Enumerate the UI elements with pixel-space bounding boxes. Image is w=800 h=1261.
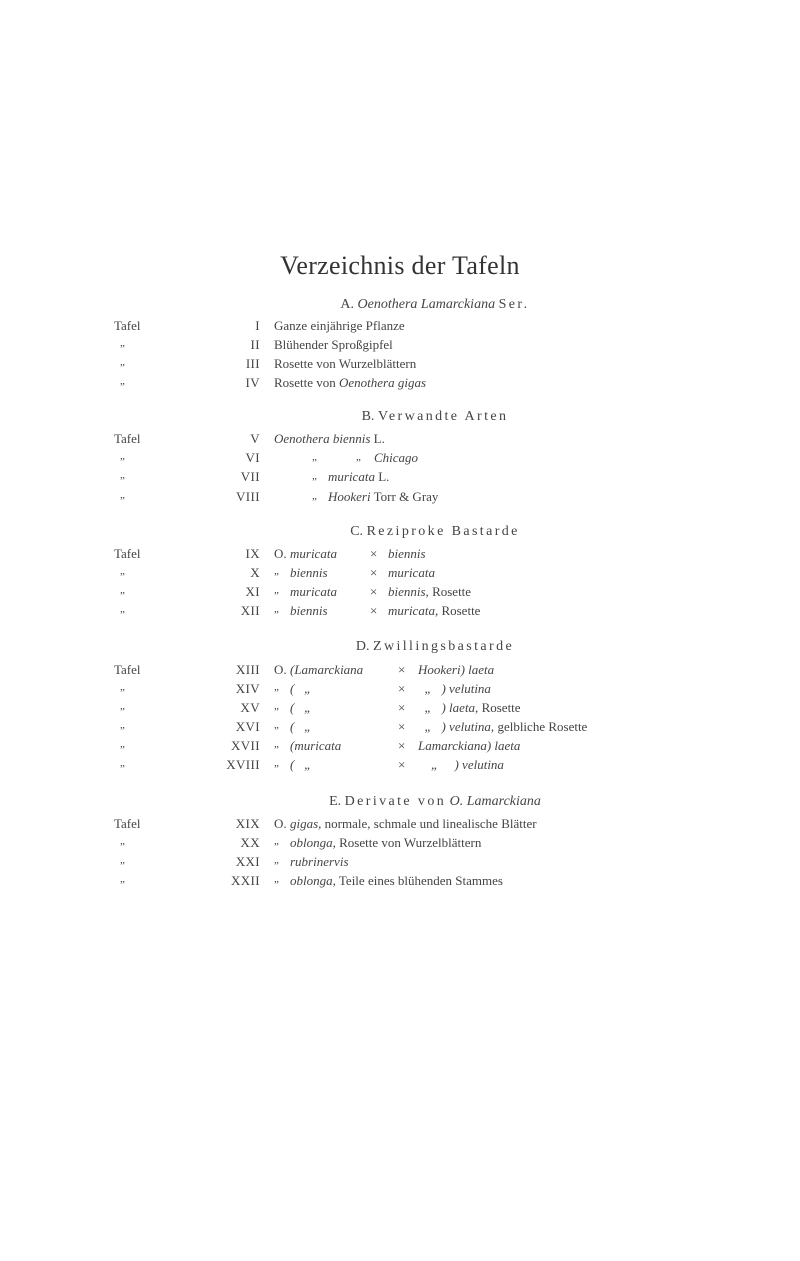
derivative-name: rubrinervis xyxy=(290,854,349,869)
ditto-mark: „ xyxy=(274,700,279,712)
cross-parent-b xyxy=(418,681,491,697)
plate-number: X xyxy=(250,565,260,580)
plate-label: „ xyxy=(120,489,125,501)
plate-description xyxy=(290,816,537,832)
plate-label: Tafel xyxy=(114,431,141,446)
section-title: Derivate von xyxy=(344,794,447,809)
ditto-mark: „ xyxy=(274,854,279,866)
plate-description: Rosette von Wurzelblättern xyxy=(274,356,417,371)
plate-number: XII xyxy=(240,603,260,618)
cross-parent-a: ( „ xyxy=(290,719,312,734)
plate-number: V xyxy=(250,431,260,446)
plate-row xyxy=(0,681,800,699)
plate-description xyxy=(290,873,503,889)
plate-label: „ xyxy=(120,719,125,731)
parent-name: Lamarckiana) laeta xyxy=(418,738,521,753)
plate-label: „ xyxy=(120,854,125,866)
species-name: Chicago xyxy=(374,450,419,465)
plate-row xyxy=(0,835,800,853)
section-title: Zwillingsbastarde xyxy=(373,639,515,654)
parent-name: biennis xyxy=(388,546,426,561)
genus-abbrev: O. xyxy=(274,662,287,677)
plate-number: III xyxy=(245,356,260,371)
parent-name: „ ) velutina, xyxy=(418,719,495,734)
genus-abbrev: O. xyxy=(274,546,287,561)
plate-number: XIX xyxy=(235,816,260,831)
cross-symbol: × xyxy=(398,681,406,696)
cross-parent-a: ( „ xyxy=(290,700,312,715)
parent-name: muricata, xyxy=(388,603,439,618)
cross-symbol: × xyxy=(398,757,406,772)
derivative-name: gigas, xyxy=(290,816,322,831)
plate-label: „ xyxy=(120,375,125,387)
plate-label: „ xyxy=(120,584,125,596)
section-author: Ser. xyxy=(498,297,530,312)
cross-parent-a: muricata xyxy=(290,546,337,561)
plate-label: „ xyxy=(120,873,125,885)
plate-row xyxy=(0,356,800,374)
cross-symbol: × xyxy=(398,700,406,715)
section-title: Verwandte Arten xyxy=(377,409,509,424)
species-name: muricata xyxy=(328,469,375,484)
description-text: Rosette von Wurzelblättern xyxy=(339,835,482,850)
parent-name: „ ) laeta, xyxy=(418,700,479,715)
plate-label: „ xyxy=(120,681,125,693)
note: Rosette xyxy=(481,700,521,715)
ditto-mark: „ xyxy=(274,584,279,596)
plate-description xyxy=(274,375,426,391)
description-text: normale, schmale und linealische Blätter xyxy=(324,816,537,831)
section-title: Reziproke Bastarde xyxy=(366,524,520,539)
cross-symbol: × xyxy=(398,719,406,734)
section-letter: A. xyxy=(340,297,355,312)
section-heading-e xyxy=(230,794,640,810)
plate-row xyxy=(0,816,800,834)
cross-parent-a: ( „ xyxy=(290,681,312,696)
plate-row xyxy=(0,603,800,621)
plate-row xyxy=(0,450,800,468)
parent-name: Hookeri) laeta xyxy=(418,662,495,677)
cross-symbol: × xyxy=(370,584,378,599)
plate-number: I xyxy=(255,318,260,333)
ditto-mark: „ xyxy=(274,757,279,769)
species-name: Oenothera biennis xyxy=(274,431,371,446)
plate-number: VIII xyxy=(236,489,260,504)
plate-description xyxy=(290,835,481,851)
plate-row xyxy=(0,757,800,775)
plate-label: „ xyxy=(120,738,125,750)
cross-symbol: × xyxy=(398,738,406,753)
plate-number: XXI xyxy=(235,854,260,869)
plate-description: Blühender Sproßgipfel xyxy=(274,337,393,352)
description-text: Rosette von xyxy=(274,375,336,390)
plate-label: „ xyxy=(120,565,125,577)
cross-parent-a: (Lamarckiana xyxy=(290,662,364,677)
ditto-mark: „ xyxy=(274,603,279,615)
cross-parent-a: ( „ xyxy=(290,757,312,772)
section-heading-a xyxy=(230,297,640,313)
cross-parent-a: (muricata xyxy=(290,738,342,753)
section-letter: C. xyxy=(350,524,364,539)
cross-parent-b xyxy=(418,719,587,735)
genus-abbrev: O. xyxy=(274,816,287,831)
plate-number: XVII xyxy=(230,738,260,753)
plate-number: XIII xyxy=(236,662,260,677)
cross-parent-b xyxy=(388,603,480,619)
plate-row xyxy=(0,854,800,872)
plate-number: II xyxy=(250,337,260,352)
plate-number: XV xyxy=(240,700,260,715)
cross-symbol: × xyxy=(398,662,406,677)
plate-number: XX xyxy=(240,835,260,850)
cross-symbol: × xyxy=(370,546,378,561)
plate-label: „ xyxy=(120,835,125,847)
plate-row xyxy=(0,431,800,449)
plate-label: Tafel xyxy=(114,662,141,677)
cross-parent-b xyxy=(418,662,494,678)
ditto-mark: „ xyxy=(356,451,361,463)
plate-label: Tafel xyxy=(114,318,141,333)
plate-row xyxy=(0,738,800,756)
plate-label: Tafel xyxy=(114,546,141,561)
ditto-mark: „ xyxy=(274,681,279,693)
ditto-mark: „ xyxy=(274,719,279,731)
plate-number: XVIII xyxy=(226,757,260,772)
plate-row xyxy=(0,719,800,737)
ditto-mark: „ xyxy=(312,490,317,502)
plate-number: XVI xyxy=(235,719,260,734)
derivative-name: oblonga, xyxy=(290,835,336,850)
plate-number: VII xyxy=(240,469,260,484)
plate-row xyxy=(0,873,800,891)
parent-name: biennis, xyxy=(388,584,429,599)
plate-number: XXII xyxy=(230,873,260,888)
note: Rosette xyxy=(441,603,481,618)
note: gelbliche Rosette xyxy=(497,719,588,734)
plate-row xyxy=(0,318,800,336)
plate-row xyxy=(0,584,800,602)
plate-number: IV xyxy=(245,375,260,390)
plate-label: „ xyxy=(120,603,125,615)
plate-number: XIV xyxy=(235,681,260,696)
section-letter: D. xyxy=(355,639,370,654)
cross-parent-a: muricata xyxy=(290,584,337,599)
plate-row xyxy=(0,375,800,393)
plate-row xyxy=(0,469,800,487)
page-title: Verzeichnis der Tafeln xyxy=(280,251,520,280)
plate-description xyxy=(290,854,349,870)
plate-label: „ xyxy=(120,757,125,769)
plate-label: „ xyxy=(120,700,125,712)
plate-row xyxy=(0,489,800,507)
cross-parent-b xyxy=(388,565,435,581)
section-species-name: Oenothera Lamarckiana xyxy=(357,297,496,312)
plate-row xyxy=(0,565,800,583)
plate-row xyxy=(0,337,800,355)
cross-parent-b xyxy=(388,546,426,562)
plate-number: VI xyxy=(245,450,260,465)
species-name: Hookeri xyxy=(328,489,371,504)
section-letter: E. xyxy=(329,794,342,809)
ditto-mark: „ xyxy=(312,451,317,463)
cross-symbol: × xyxy=(370,603,378,618)
plate-label: „ xyxy=(120,450,125,462)
cross-parent-b xyxy=(418,700,521,716)
ditto-mark: „ xyxy=(274,835,279,847)
cross-parent-b xyxy=(418,757,504,773)
section-heading-b xyxy=(230,409,640,425)
plate-label: „ xyxy=(120,469,125,481)
cross-parent-a: biennis xyxy=(290,603,328,618)
cross-symbol: × xyxy=(370,565,378,580)
plate-number: IX xyxy=(245,546,260,561)
ditto-mark: „ xyxy=(312,470,317,482)
plate-description xyxy=(274,431,385,447)
description-species: Oenothera gigas xyxy=(339,375,427,390)
plate-row xyxy=(0,662,800,680)
ditto-mark: „ xyxy=(274,873,279,885)
cross-parent-b xyxy=(388,584,471,600)
section-letter: B. xyxy=(361,409,375,424)
plate-description xyxy=(328,469,389,485)
cross-parent-a: biennis xyxy=(290,565,328,580)
plate-row xyxy=(0,546,800,564)
plate-description: Ganze einjährige Pflanze xyxy=(274,318,405,333)
section-heading-c xyxy=(230,524,640,540)
parent-name: muricata xyxy=(388,565,435,580)
section-species-name: O. Lamarckiana xyxy=(449,794,541,809)
parent-name: „ ) velutina xyxy=(418,757,504,772)
ditto-mark: „ xyxy=(274,738,279,750)
plate-label: Tafel xyxy=(114,816,141,831)
plate-description xyxy=(328,489,438,505)
plate-label: „ xyxy=(120,337,125,349)
species-author: L. xyxy=(378,469,390,484)
parent-name: „ ) velutina xyxy=(418,681,491,696)
plate-label: „ xyxy=(120,356,125,368)
derivative-name: oblonga, xyxy=(290,873,336,888)
section-heading-d xyxy=(230,639,640,655)
ditto-mark: „ xyxy=(274,565,279,577)
species-author: L. xyxy=(373,431,385,446)
plate-number: XI xyxy=(245,584,260,599)
description-text: Teile eines blühenden Stammes xyxy=(338,873,503,888)
species-author: Torr & Gray xyxy=(373,489,439,504)
cross-parent-b xyxy=(418,738,520,754)
plate-row xyxy=(0,700,800,718)
note: Rosette xyxy=(432,584,472,599)
